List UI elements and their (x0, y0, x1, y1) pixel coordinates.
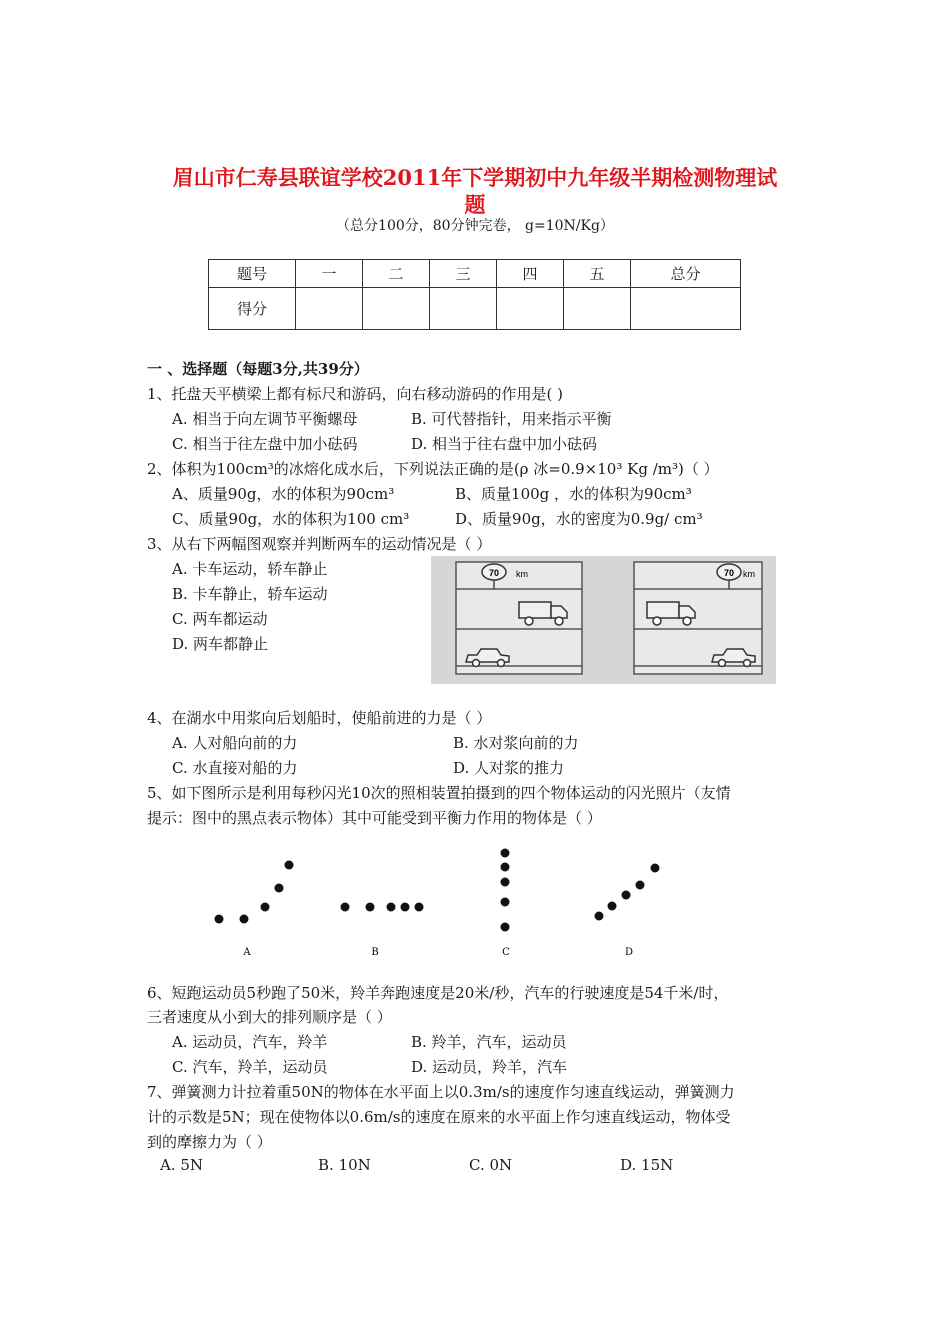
q4-option-a: A. 人对船向前的力 (172, 734, 298, 752)
dot-pattern-c (501, 849, 510, 932)
scene-right (634, 562, 762, 674)
q1-option-b: B. 可代替指针，用来指示平衡 (411, 410, 612, 428)
sign-unit-text: km (743, 569, 755, 579)
dot-pattern-b (341, 903, 424, 912)
score-cell (296, 288, 363, 330)
score-header-cell: 四 (497, 260, 564, 288)
page-title: 眉山市仁寿县联谊学校2011年下学期初中九年级半期检测物理试 (172, 165, 778, 190)
vehicles-figure (431, 556, 776, 684)
q7-option-d: D. 15N (620, 1156, 674, 1174)
section-heading: 一 、选择题（每题3分,共39分） (147, 360, 369, 378)
page-title-continued: 题 (464, 192, 486, 217)
q6-option-c: C. 汽车，羚羊，运动员 (172, 1058, 328, 1076)
q2-option-b: B、质量100g ，水的体积为90cm³ (455, 485, 692, 503)
q2-option-d: D、质量90g，水的密度为0.9g/ cm³ (455, 510, 703, 528)
q1-option-c: C. 相当于往左盘中加小砝码 (172, 435, 358, 453)
dot-pattern-a (215, 861, 294, 924)
q3-option-d: D. 两车都静止 (172, 635, 269, 653)
score-cell (363, 288, 430, 330)
question-6-line1: 6、短跑运动员5秒跑了50米，羚羊奔跑速度是20米/秒，汽车的行驶速度是54千米/时， (147, 984, 729, 1002)
q2-option-a: A、质量90g，水的体积为90cm³ (172, 485, 395, 503)
score-table-score-row (209, 288, 741, 330)
exam-subtitle: （总分100分，80分钟完卷， g=10N/Kg） (336, 218, 614, 234)
sign-speed-text: 70 (723, 568, 735, 578)
q4-option-b: B. 水对浆向前的力 (453, 734, 579, 752)
dot-label-a: A (243, 947, 251, 958)
q6-option-b: B. 羚羊，汽车，运动员 (411, 1033, 567, 1051)
q6-option-a: A. 运动员，汽车，羚羊 (172, 1033, 328, 1051)
scene-left (456, 562, 582, 674)
score-header-cell: 一 (296, 260, 363, 288)
q7-option-b: B. 10N (318, 1156, 371, 1174)
dot-label-c: C (502, 947, 510, 958)
q3-option-a: A. 卡车运动，轿车静止 (172, 560, 328, 578)
question-7-line1: 7、弹簧测力计拉着重50N的物体在水平面上以0.3m/s的速度作匀速直线运动，弹簧测力 (147, 1083, 735, 1101)
question-2-stem: 2、体积为100cm³的冰熔化成水后，下列说法正确的是(ρ 冰=0.9×10³ Kg /m³)（ ） (147, 460, 719, 478)
dot-label-b: B (371, 947, 379, 958)
q4-option-d: D. 人对浆的推力 (453, 759, 565, 777)
q2-option-c: C、质量90g，水的体积为100 cm³ (172, 510, 410, 528)
q1-option-d: D. 相当于往右盘中加小砝码 (411, 435, 598, 453)
question-3-stem: 3、从右下两幅图观察并判断两车的运动情况是（ ） (147, 535, 492, 553)
dot-pattern-d (595, 864, 660, 921)
flash-photo-figure (200, 842, 670, 962)
score-header-cell: 题号 (209, 260, 296, 288)
score-row-label: 得分 (209, 288, 296, 330)
question-4-stem: 4、在湖水中用浆向后划船时，使船前进的力是（ ） (147, 709, 492, 727)
score-header-cell: 二 (363, 260, 430, 288)
score-table-header-row (209, 260, 741, 288)
question-7-line2: 计的示数是5N；现在使物体以0.6m/s的速度在原来的水平面上作匀速直线运动，物体受 (147, 1108, 731, 1126)
sign-speed-text: 70 (488, 568, 500, 578)
score-cell (430, 288, 497, 330)
sign-unit-text: km (516, 569, 528, 579)
question-5-line1: 5、如下图所示是利用每秒闪光10次的照相装置拍摄到的四个物体运动的闪光照片（友情 (147, 784, 731, 802)
q1-option-a: A. 相当于向左调节平衡螺母 (172, 410, 358, 428)
score-header-cell: 总分 (631, 260, 741, 288)
q7-option-a: A. 5N (160, 1156, 204, 1174)
score-cell (497, 288, 564, 330)
q3-option-c: C. 两车都运动 (172, 610, 268, 628)
question-7-line3: 到的摩擦力为（ ） (147, 1133, 272, 1151)
question-6-line2: 三者速度从小到大的排列顺序是（ ） (147, 1008, 392, 1026)
q4-option-c: C. 水直接对船的力 (172, 759, 298, 777)
q7-option-c: C. 0N (469, 1156, 513, 1174)
score-cell (631, 288, 741, 330)
q3-option-b: B. 卡车静止，轿车运动 (172, 585, 328, 603)
score-header-cell: 三 (430, 260, 497, 288)
q6-option-d: D. 运动员，羚羊，汽车 (411, 1058, 568, 1076)
question-1-stem: 1、托盘天平横梁上都有标尺和游码，向右移动游码的作用是( ) (147, 385, 564, 403)
score-table (208, 259, 741, 330)
score-header-cell: 五 (564, 260, 631, 288)
question-5-line2: 提示：图中的黑点表示物体）其中可能受到平衡力作用的物体是（ ） (147, 809, 602, 827)
dot-label-d: D (624, 947, 634, 958)
score-cell (564, 288, 631, 330)
